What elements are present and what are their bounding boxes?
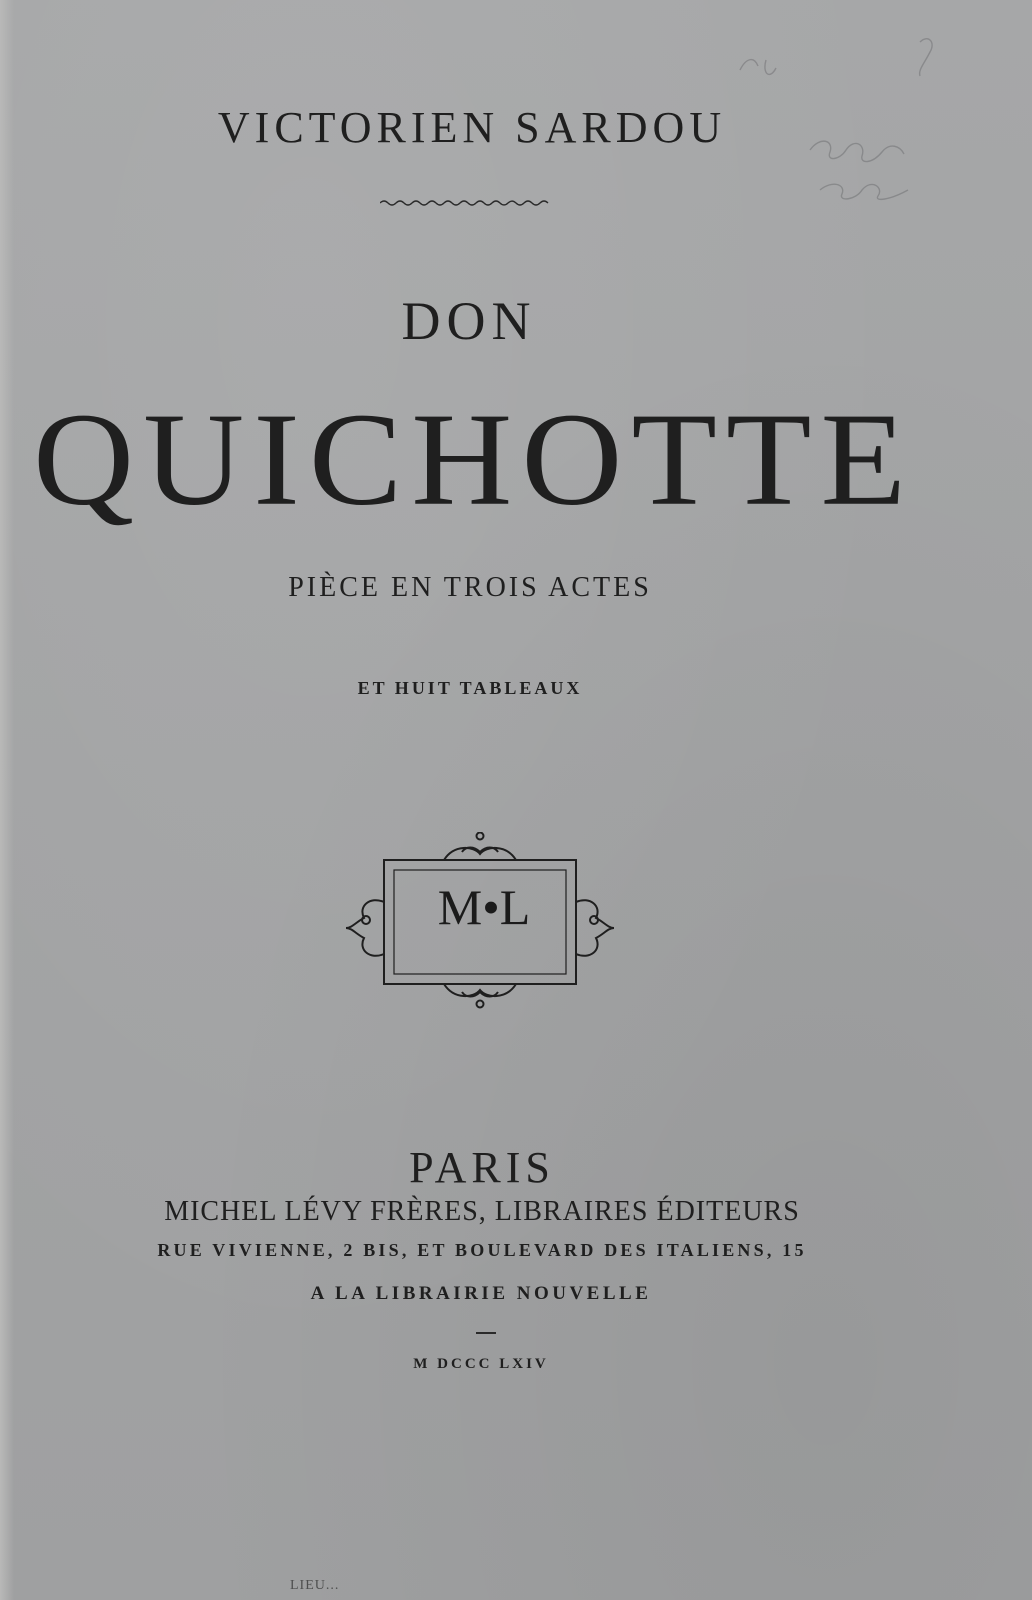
author-name: VICTORIEN SARDOU xyxy=(217,103,727,152)
title-line-2: QUICHOTTE xyxy=(33,385,915,534)
publisher-emblem xyxy=(344,832,624,1012)
library-stamp: LIEU... xyxy=(290,1578,340,1593)
title-line-1: DON xyxy=(401,291,537,351)
subtitle: PIÈCE EN TROIS ACTES xyxy=(288,572,652,603)
divider xyxy=(476,1332,496,1334)
emblem-monogram: M•L xyxy=(437,879,531,935)
wavy-rule-ornament xyxy=(380,198,552,208)
bookshop: A LA LIBRAIRIE NOUVELLE xyxy=(310,1283,652,1304)
city: PARIS xyxy=(409,1143,555,1192)
publisher-address: RUE VIVIENNE, 2 BIS, ET BOULEVARD DES ITALIENS, 15 xyxy=(157,1240,807,1260)
publication-year: M DCCC LXIV xyxy=(413,1356,549,1372)
subtitle-2: ET HUIT TABLEAUX xyxy=(357,678,583,698)
publisher: MICHEL LÉVY FRÈRES, LIBRAIRES ÉDITEURS xyxy=(164,1196,800,1227)
